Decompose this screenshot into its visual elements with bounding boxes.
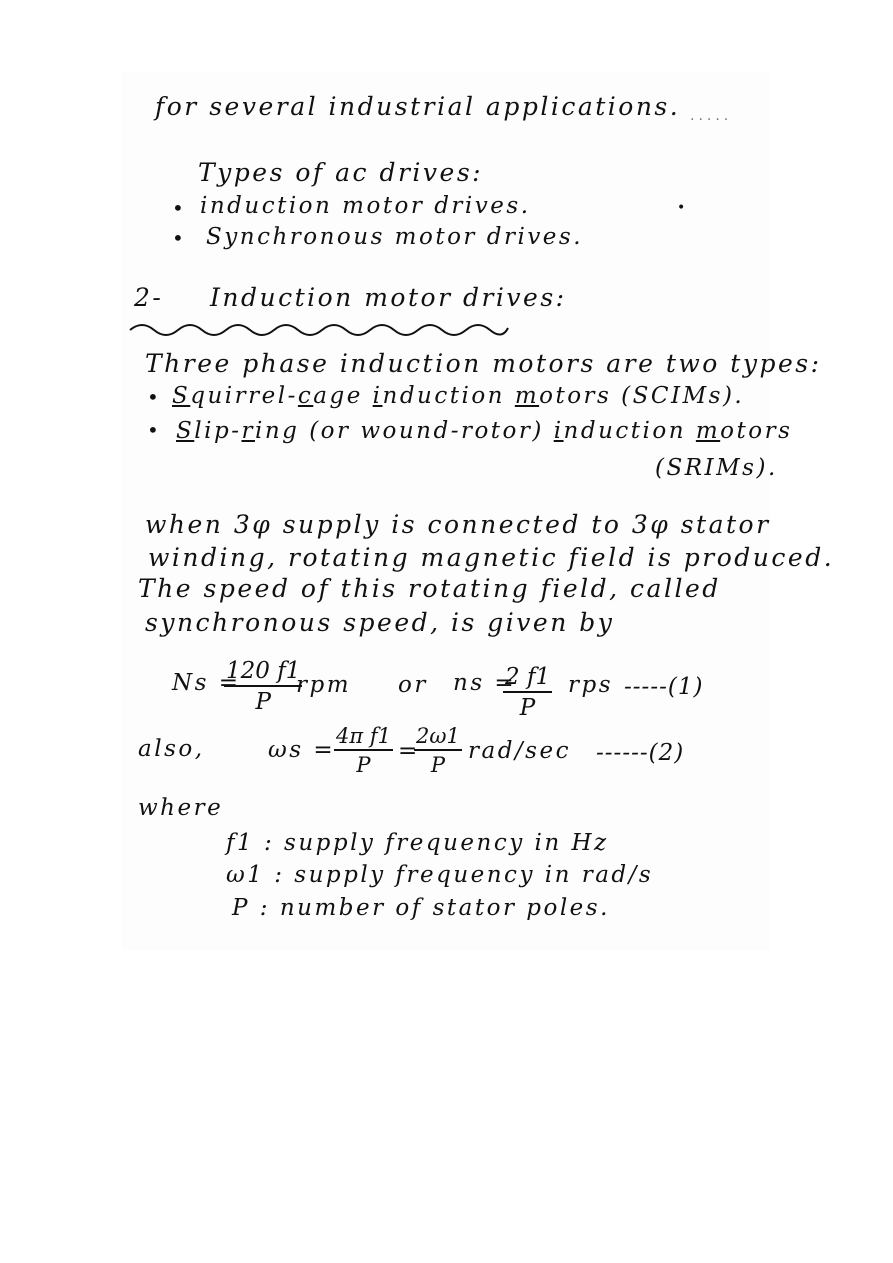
section-heading: Induction motor drives: bbox=[210, 283, 567, 312]
text-part: lip- bbox=[194, 418, 242, 444]
types-item-1: induction motor drives. bbox=[200, 193, 531, 219]
eq1-frac2-den: P bbox=[519, 695, 536, 721]
eq2-fraction-1 bbox=[334, 724, 393, 777]
three-phase-intro: Three phase induction motors are two types: bbox=[145, 349, 822, 378]
initial-letter: r bbox=[241, 418, 255, 444]
text-part: age bbox=[313, 383, 373, 409]
para-line-1: when 3φ supply is connected to 3φ stator bbox=[145, 510, 771, 539]
bullet-icon: • bbox=[172, 196, 184, 220]
eq2-unit: rad/sec bbox=[468, 738, 571, 764]
eq2-fraction-2 bbox=[414, 724, 462, 777]
text-part: otors bbox=[720, 418, 793, 444]
definition-1: f1 : supply frequency in Hz bbox=[226, 830, 609, 856]
initial-letter: m bbox=[514, 383, 540, 409]
eq1-frac2-num: 2 f1 bbox=[503, 664, 552, 693]
section-marker: 2- bbox=[134, 283, 164, 312]
eq2-frac1-num: 4π f1 bbox=[334, 724, 393, 751]
motor-type-1 bbox=[172, 383, 744, 409]
eq1-or: or bbox=[398, 672, 428, 698]
para-line-2: winding, rotating magnetic field is produced. bbox=[148, 543, 835, 572]
eq1-lhs: Ns = bbox=[172, 670, 241, 696]
initial-letter: c bbox=[297, 383, 314, 409]
eq1-unit1: rpm bbox=[296, 672, 352, 698]
initial-letter: S bbox=[172, 383, 191, 409]
faint-dots: ..... bbox=[690, 108, 733, 124]
text-part: ing (or wound-rotor) bbox=[254, 418, 554, 444]
stray-dot: • bbox=[677, 200, 686, 216]
initial-letter: i bbox=[553, 418, 564, 444]
definition-3: P : number of stator poles. bbox=[232, 895, 610, 921]
motor-type-2 bbox=[176, 418, 792, 444]
eq2-equals: = bbox=[398, 738, 420, 764]
wavy-underline-icon bbox=[128, 320, 513, 340]
bullet-icon: • bbox=[172, 226, 184, 250]
eq2-frac2-num: 2ω1 bbox=[414, 724, 462, 751]
text-part: nduction bbox=[382, 383, 515, 409]
types-item-2: Synchronous motor drives. bbox=[206, 224, 584, 250]
eq2-lhs: ωs = bbox=[268, 737, 336, 763]
eq1-fraction-1 bbox=[224, 658, 302, 715]
eq2-frac1-den: P bbox=[356, 753, 371, 777]
intro-line: for several industrial applications. bbox=[155, 92, 681, 121]
eq1-label: -----(1) bbox=[624, 674, 704, 700]
eq2-frac2-den: P bbox=[430, 753, 445, 777]
text-part: nduction bbox=[563, 418, 696, 444]
bullet-icon: • bbox=[147, 418, 159, 442]
eq1-frac1-den: P bbox=[255, 689, 271, 715]
eq1-unit2: rps bbox=[568, 672, 614, 698]
where-label: where bbox=[138, 795, 224, 821]
eq2-label: ------(2) bbox=[596, 740, 685, 766]
eq1-frac1-num: 120 f1 bbox=[224, 658, 302, 687]
text-part: quirrel- bbox=[190, 383, 298, 409]
para-line-4: synchronous speed, is given by bbox=[145, 608, 615, 637]
bullet-icon: • bbox=[147, 385, 159, 409]
eq1-fraction-2 bbox=[503, 664, 552, 721]
types-heading: Types of ac drives: bbox=[198, 158, 484, 187]
initial-letter: i bbox=[372, 383, 383, 409]
initial-letter: S bbox=[176, 418, 195, 444]
definition-2: ω1 : supply frequency in rad/s bbox=[226, 862, 654, 888]
para-line-3: The speed of this rotating field, called bbox=[138, 574, 721, 603]
initial-letter: m bbox=[695, 418, 721, 444]
eq1-lhs2: ns = bbox=[453, 670, 517, 696]
text-part: otors (SCIMs). bbox=[539, 383, 745, 409]
motor-types-cont: (SRIMs). bbox=[655, 455, 778, 481]
eq2-prefix: also, bbox=[138, 736, 205, 762]
